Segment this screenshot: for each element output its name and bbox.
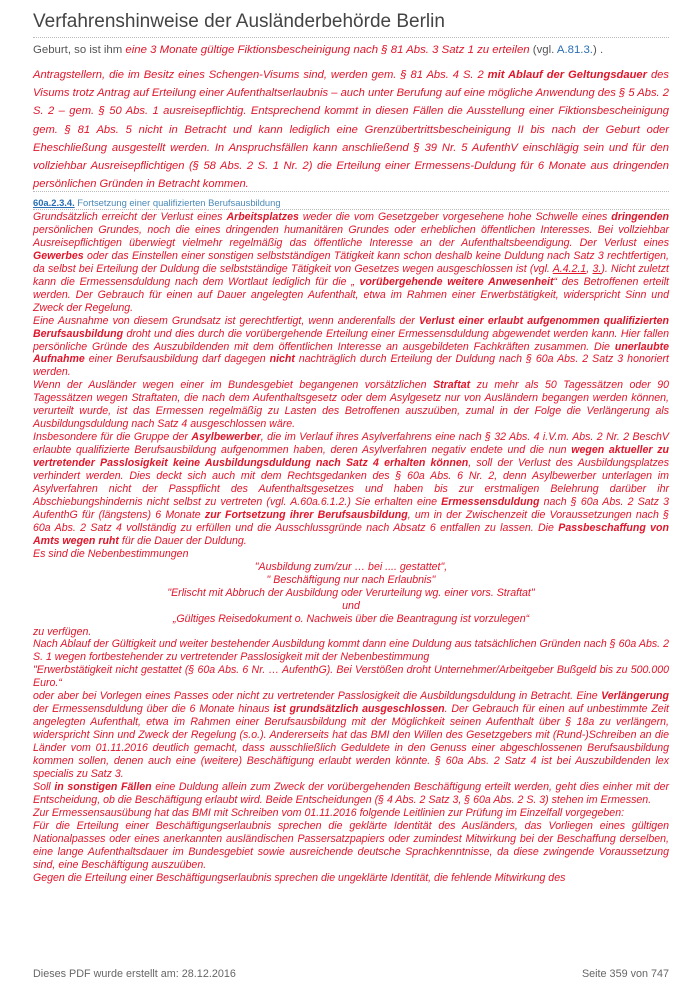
t: , soll der Verlust des Ausbildungsplatzes verhindert werden. Dies deckt sich auch mit dem Rechtsgedanken des § 60a Abs. 6 Nr. 2, denn Asylbewerber unterlagen im Asylverfahren nicht der Passpflicht des Aufenthaltsgesetzes und haben bis zur erstmaligen Belehrung darüber ihr Abschiebungshindernis nicht selbst zu vertreten (vgl. A.60a.6.1.2.) Sie erhalten eine bbox=[33, 457, 669, 508]
title-divider bbox=[33, 37, 669, 38]
t: für die Dauer der Duldung. bbox=[118, 534, 247, 547]
t: Grundsätzlich erreicht der Verlust eines bbox=[33, 211, 227, 223]
body-paragraph-11: Zur Ermessensausübung hat das BMI mit Schreiben vom 01.11.2016 folgende Leitlinien zur Prüfung im Einzelfall vorgegeben: bbox=[33, 806, 625, 819]
t: Insbesondere für die Gruppe der bbox=[33, 431, 192, 444]
t: ). Nicht zuletzt kann die Ermessensduldung nach dem Wortlaut lediglich für die „ bbox=[33, 262, 669, 288]
b: Passbeschaffung von Amts wegen ruht bbox=[33, 521, 669, 547]
condition-4: „Gültiges Reisedokument o. Nachweis über die Beantragung ist vorzulegen“ bbox=[172, 612, 530, 625]
t: einer Berufsausbildung darf dagegen bbox=[84, 353, 270, 366]
condition-1: "Ausbildung zum/zur … bei .... gestattet", bbox=[254, 560, 448, 573]
body-paragraph-6: zu verfügen. bbox=[33, 625, 92, 638]
body-paragraph-12: Für die Erteilung einer Beschäftigungserlaubnis sprechen die geklärte Identität des Ausländers, das Vorliegen eines gültigen Nationalpasses oder eines anerkannten ausländischen Passersatzpapiers oder zumindest Mitwirkung bei der Beschaffung derselben, eine lange Aufenthaltsdauer im Bundesgebiet sowie ausreichende deutsche Sprachkenntnisse, da diese zwingende Voraussetzung sind, eine Beschäftigung auszuüben. bbox=[33, 819, 669, 871]
t: der Ermessensduldung über die 6 Monate hinaus bbox=[33, 703, 274, 716]
body-paragraph-9 bbox=[33, 690, 669, 781]
para1-text-c: des Visums trotz Antrag auf Erteilung einer Aufenthaltserlaubnis – auch unter Berufung auf eine mögliche Anwendung des § 5 Abs. 2 S. 2 – gem. § 50 Abs. 1 ausreisepflichtig. Entsprechend kommt in diesen Fällen die Ausstellung einer Fiktionsbescheinigung gem. § 81 Abs. 5 nicht in Betracht und kann lediglich eine Grenzübertrittsbescheinigung II bis nach der Geburt oder Eheschließung ausgestellt werden. In Anspruchsfällen kann anschließend § 39 Nr. 5 AufenthV einschlägig sein und für den vollziehbar Ausreisepflichtigen (§ 58 Abs. 2 S. 1 Nr. 2) die Erteilung einer Ermessens-Duldung für 6 Monate aus dringenden persönlichen Gründen in Betracht kommen. bbox=[33, 69, 669, 191]
condition-2: " Beschäftigung nur nach Erlaubnis" bbox=[266, 573, 436, 586]
b: in sonstigen Fällen bbox=[54, 780, 152, 793]
t: nach § 60a Abs. 2 Satz 3 AufenthG für (längstens) 6 Monate bbox=[33, 495, 669, 521]
condition-and: und bbox=[342, 599, 360, 612]
b: Gewerbes bbox=[33, 249, 84, 262]
body-paragraph-2 bbox=[33, 315, 669, 380]
body-paragraph-7: Nach Ablauf der Gültigkeit und weiter bestehender Ausbildung kommt dann eine Duldung aus tatsächlichen Gründen nach § 60a Abs. 2 S. 1 wegen fortbestehender zu vertretender Passlosigkeit mit der Nebenbestimmung bbox=[33, 638, 669, 664]
b: Verlängerung bbox=[601, 690, 669, 703]
para1-bold: mit Ablauf der Geltungsdauer bbox=[487, 69, 648, 81]
b: Arbeitsplatzes bbox=[226, 211, 299, 223]
b: dringenden bbox=[611, 211, 669, 223]
t: Soll bbox=[33, 780, 55, 793]
t: oder das Einstellen einer sonstigen selbstständigen Tätigkeit kann schon deshalb keine Duldung nach Satz 3 rechtfertigen, da selbst bei Erteilung der Duldung die selbstständige Tätigkeit von Gesetzes wegen ausgeschlossen ist (vgl. bbox=[33, 249, 669, 275]
b: nicht bbox=[269, 353, 295, 366]
t: droht und dies durch die vorübergehende Erteilung einer Ermessensduldung abgewendet werden kann. Hier fallen persönliche Gründe des Auszubildenden mit dem öffentlichen Interesse an ausgebildeten Fachkräften zusammen. Die bbox=[33, 327, 669, 353]
body-paragraph-5: Es sind die Nebenbestimmungen bbox=[33, 547, 189, 560]
t: , bbox=[586, 262, 593, 275]
b: wegen aktueller zu vertretender Passlosigkeit keine Ausbildungsduldung nach Satz 4 erhalten können bbox=[33, 444, 669, 470]
intro-highlight: eine 3 Monate gültige Fiktionsbescheinigung nach § 81 Abs. 3 Satz 1 zu erteilen bbox=[125, 44, 530, 56]
t: oder aber bei Vorlegen eines Passes oder nicht zu vertretender Passlosigkeit die Ausbildungsduldung in Betracht. Eine bbox=[33, 690, 602, 703]
intro-tail: ) . bbox=[592, 44, 604, 56]
t: nachträglich durch Erteilung der Duldung nach § 60a Abs. 2 Satz 3 honoriert werden. bbox=[33, 353, 669, 379]
t: , um in der Zwischenzeit die Voraussetzungen nach § 60a Abs. 2 Satz 4 vollständig zu erfüllen und die Ausschlussgründe nach Absatz 6 entfallen zu lassen. Die bbox=[33, 508, 669, 534]
b: Verlust einer erlaubt aufgenommen qualifizierten Berufsausbildung bbox=[33, 314, 670, 340]
intro-line bbox=[33, 43, 673, 58]
b: vorübergehende weitere Anwesenheit bbox=[359, 275, 554, 288]
t: Eine Ausnahme von diesem Grundsatz ist gerechtfertigt, wenn anderenfalls der bbox=[33, 314, 419, 327]
t: , die im Verlauf ihres Asylverfahrens eine nach § 32 Abs. 4 i.V.m. Abs. 2 Nr. 2 BeschV erlaubte qualifizierte Berufsausbildung aufgenommen haben, deren Asylverfahren negativ endete und die nun bbox=[33, 431, 670, 457]
body-paragraph-3 bbox=[33, 379, 669, 431]
t: “ des Betroffenen erteilt werden. Der Gebrauch für einen auf Dauer angelegten Aufenthalt, etwa im Rahmen einer Erwerbstätigkeit, widerspricht Sinn und Zweck der Regelung. bbox=[33, 275, 669, 314]
section-heading bbox=[33, 197, 281, 208]
b: ist grundsätzlich ausgeschlossen bbox=[273, 703, 445, 716]
t: persönlichen Grundes, noch die eines dringenden humanitären Grundes oder erheblichen öffentlichen Interesses. Bei vollziehbar Ausreisepflichtigen überwiegt vielmehr regelmäßig das öffentliche Interesse an der Aufenthaltsbeendigung. Der Verlust eines bbox=[33, 223, 669, 249]
t: weder die vom Gesetzgeber vorgesehene hohe Schwelle eines bbox=[298, 211, 612, 223]
b: unerlaubte Aufnahme bbox=[33, 340, 669, 366]
ref-link-a4-2-1[interactable]: A.4.2.1 bbox=[552, 262, 587, 275]
b: Asylbewerber bbox=[191, 431, 261, 444]
body-paragraph-4 bbox=[33, 431, 669, 548]
schengen-paragraph bbox=[33, 66, 669, 193]
ref-link-3[interactable]: 3. bbox=[592, 262, 602, 275]
t: eine Duldung allein zum Zweck der vorübergehenden Beschäftigung erteilt werden, geht dies einher mit der Entscheidung, ob die Beschäftigung erlaubt wird. Beide Entscheidungen (§ 4 Abs. 2 Satz 3, § 60a Abs. 2 S. 3) stehen im Ermessen. bbox=[33, 780, 670, 806]
b: Straftat bbox=[433, 379, 471, 392]
intro-lead: Geburt, so ist ihm bbox=[33, 44, 126, 56]
intro-link[interactable]: A.81.3. bbox=[556, 44, 593, 56]
body-paragraph-13: Gegen die Erteilung einer Beschäftigungserlaubnis sprechen die ungeklärte Identität, die fehlende Mitwirkung des bbox=[33, 871, 566, 884]
body-paragraph-10 bbox=[33, 781, 669, 807]
section-divider-bottom bbox=[33, 209, 669, 210]
page-title: Verfahrenshinweise der Ausländerbehörde Berlin bbox=[33, 11, 445, 32]
section-divider-top bbox=[33, 191, 669, 192]
t: Wenn der Ausländer wegen einer im Bundesgebiet begangenen vorsätzlichen bbox=[33, 379, 434, 392]
t: zu mehr als 50 Tagessätzen oder 90 Tagessätzen wegen Straftaten, die nach dem Aufenthaltsgesetz oder dem Asylgesetz nur von Ausländern begangen werden können, verurteilt wurde, ist das Ermessen regelmäßig zu Lasten des Betroffenen auszuüben, zumal in der Folge die Verlängerung als Ausbildungsduldung nach Satz 4 ausgeschlossen wäre. bbox=[33, 379, 669, 431]
b: Ermessensduldung bbox=[441, 495, 540, 508]
intro-mid: (vgl. bbox=[529, 44, 557, 56]
body-paragraph-1 bbox=[33, 211, 669, 315]
t: . Der Gebrauch für einen auf unbestimmte Zeit angelegten Aufenthalt, etwa im Rahmen einer Berufsausbildung mit der Möglichkeit seinen Aufenthalt über § 18a zu verlängern, widerspricht Sinn und Zweck der Regelung (s.o.). Andererseits hat das BMI den Willen des Gesetzgebers mit (Rund-)Schreiben an die Länder vom 01.11.2016 deutlich gemacht, dass ausschließlich Geduldete in den Genuss einer abgeschlossenen Berufsausbildung kommen sollen, denen auch eine (weitere) Beschäftigung erlaubt werden könnte. § 60a Abs. 2 Satz 4 ist bei Auszubildenden lex specialis zu Satz 3. bbox=[33, 703, 669, 780]
footer-page-number: Seite 359 von 747 bbox=[581, 968, 669, 980]
section-title: Fortsetzung einer qualifizierten Berufsausbildung bbox=[74, 197, 281, 208]
condition-3: "Erlischt mit Abbruch der Ausbildung oder Verurteilung wg. einer vors. Straftat" bbox=[167, 586, 535, 599]
b: zur Fortsetzung ihrer Berufsausbildung bbox=[204, 508, 408, 521]
footer-created-date: Dieses PDF wurde erstellt am: 28.12.2016 bbox=[33, 968, 236, 980]
body-paragraph-8: "Erwerbstätigkeit nicht gestattet (§ 60a Abs. 6 Nr. … AufenthG). Bei Verstößen droht Unternehmer/Arbeitgeber Bußgeld bis zu 500.000 Euro.“ bbox=[33, 664, 669, 690]
section-body bbox=[33, 211, 669, 885]
section-number-link[interactable]: 60a.2.3.4. bbox=[33, 197, 75, 208]
para1-text-a: Antragstellern, die im Besitz eines Schengen-Visums sind, werden gem. § 81 Abs. 4 S. 2 bbox=[33, 69, 488, 81]
